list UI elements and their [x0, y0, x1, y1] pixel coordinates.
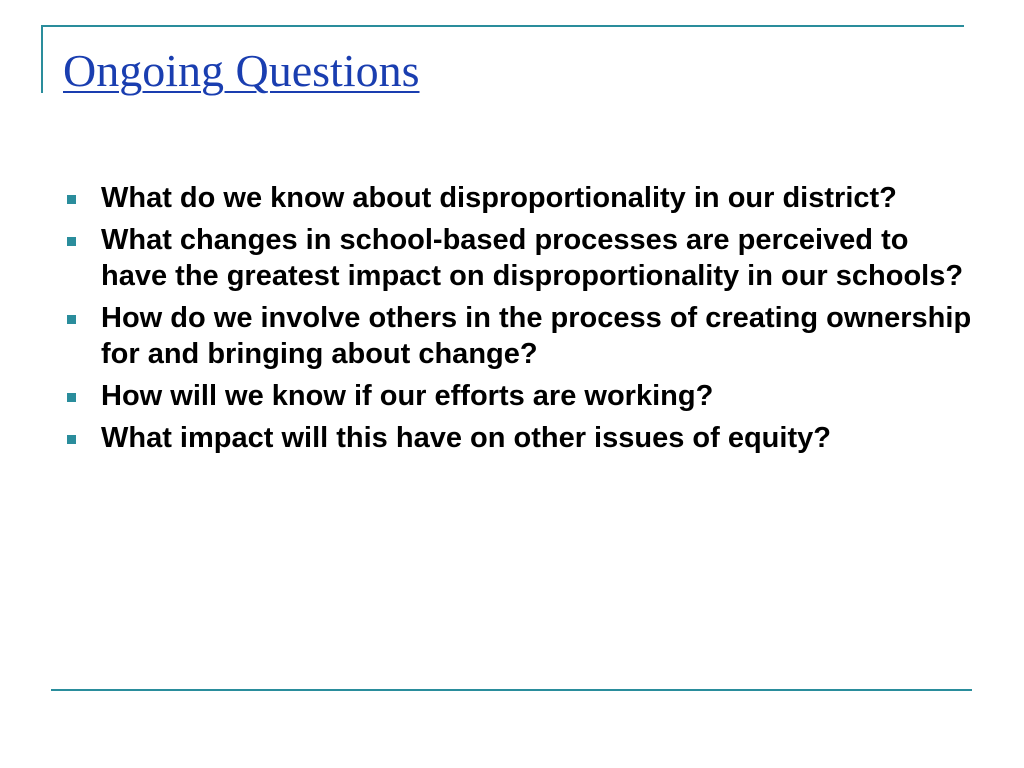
bullet-list	[62, 180, 972, 462]
slide-title: Ongoing Questions	[63, 45, 420, 96]
bullet-text: What do we know about disproportionality in our district?	[101, 182, 897, 214]
bullet-text: How do we involve others in the process of creating ownership for and bringing about change?	[101, 302, 972, 370]
bullet-item-5	[62, 420, 972, 456]
accent-line-top	[41, 25, 964, 27]
square-bullet-icon	[67, 195, 76, 204]
accent-line-vertical	[41, 25, 43, 93]
bullet-text: How will we know if our efforts are working?	[101, 380, 714, 412]
square-bullet-icon	[67, 393, 76, 402]
bullet-item-1	[62, 180, 972, 216]
square-bullet-icon	[67, 435, 76, 444]
bullet-text: What impact will this have on other issues of equity?	[101, 422, 831, 454]
bullet-item-3	[62, 300, 972, 372]
square-bullet-icon	[67, 315, 76, 324]
accent-line-bottom	[51, 689, 972, 691]
bullet-item-4	[62, 378, 972, 414]
square-bullet-icon	[67, 237, 76, 246]
bullet-item-2	[62, 222, 972, 294]
bullet-text: What changes in school-based processes are perceived to have the greatest impact on disproportionality in our schools?	[101, 224, 964, 292]
